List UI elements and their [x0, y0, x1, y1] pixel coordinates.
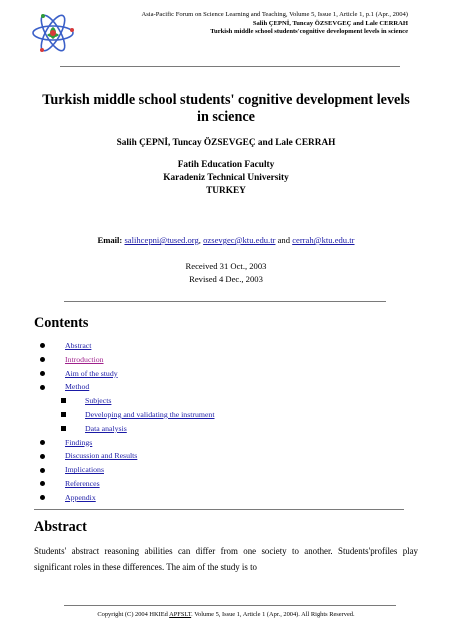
running-header: [28, 11, 408, 37]
affiliation: [30, 159, 422, 197]
toc-item-findings: [40, 436, 215, 450]
revised-date: Revised 4 Dec., 2003: [189, 273, 263, 284]
bullet-icon: [40, 454, 45, 459]
toc-link-method[interactable]: Method: [65, 382, 90, 392]
toc-item-method: [40, 380, 215, 394]
email-link-salihcepni[interactable]: salihcepni@tused.org: [124, 235, 199, 245]
square-bullet-icon: [61, 412, 66, 417]
received-dates: [30, 260, 422, 285]
toc-link-instrument[interactable]: Developing and validating the instrument: [85, 409, 215, 419]
toc-item-references: [40, 477, 215, 491]
toc-link-subjects[interactable]: Subjects: [85, 396, 112, 406]
copyright-footer: [20, 611, 432, 618]
toc-item-aim: [40, 367, 215, 381]
email-label: Email:: [97, 235, 123, 245]
contents-list: [40, 339, 215, 505]
received-date: Received 31 Oct., 2003: [185, 261, 267, 271]
bullet-icon: [40, 468, 45, 473]
bullet-icon: [40, 357, 45, 362]
square-bullet-icon: [61, 398, 66, 403]
header-title-line: Turkish middle school students'cognitive development levels in science: [210, 28, 408, 36]
footer-link-apfslt[interactable]: APFSLT: [169, 611, 192, 618]
bullet-icon: [40, 481, 45, 486]
square-bullet-icon: [61, 426, 66, 431]
contents-rule: [34, 509, 404, 510]
toc-link-findings[interactable]: Findings: [65, 437, 93, 447]
toc-item-implications: [40, 463, 215, 477]
toc-item-data-analysis: [40, 422, 215, 436]
bullet-icon: [40, 371, 45, 376]
abstract-text: Students' abstract reasoning abilities can differ from one society to another. Students'profiles play significant roles in these differences. The aim of the study is to: [34, 546, 418, 573]
contents-heading: Contents: [34, 315, 89, 331]
toc-item-introduction: [40, 353, 215, 367]
bullet-icon: [40, 495, 45, 500]
email-link-cerrah[interactable]: cerrah@ktu.edu.tr: [292, 235, 355, 245]
toc-link-data-analysis[interactable]: Data analysis: [85, 423, 127, 433]
email-separator: ,: [198, 235, 201, 245]
email-conjunction: and: [277, 235, 291, 245]
affiliation-university: Karadeniz Technical University: [163, 172, 289, 183]
title-block-rule: [64, 301, 386, 302]
footer-prefix: Copyright (C) 2004 HKIEd: [97, 611, 168, 618]
email-link-ozsevgec[interactable]: ozsevgec@ktu.edu.tr: [203, 235, 276, 245]
toc-link-introduction[interactable]: Introduction: [65, 354, 104, 364]
email-line: [20, 235, 432, 245]
paper-authors: Salih ÇEPNİ, Tuncay ÖZSEVGEÇ and Lale CERRAH: [116, 138, 336, 148]
bullet-icon: [40, 343, 45, 348]
toc-link-abstract[interactable]: Abstract: [65, 341, 92, 350]
header-journal-line: Asia-Pacific Forum on Science Learning and Teaching, Volume 5, Issue 1, Article 1, p.1 (Apr., 2004): [141, 11, 408, 18]
toc-item-abstract: [40, 339, 215, 353]
abstract-heading: Abstract: [34, 519, 87, 535]
affiliation-faculty: Fatih Education Faculty: [177, 160, 275, 170]
toc-link-appendix[interactable]: Appendix: [65, 492, 96, 502]
toc-link-references[interactable]: References: [65, 478, 100, 488]
toc-link-aim[interactable]: Aim of the study: [65, 368, 118, 378]
paper-title: Turkish middle school students' cognitive development levels in science: [42, 92, 410, 125]
toc-item-subjects: [40, 394, 215, 408]
affiliation-country: TURKEY: [206, 185, 246, 196]
toc-item-appendix: [40, 491, 215, 505]
header-authors-line: Salih ÇEPNİ, Tuncay ÖZSEVGEÇ and Lale CERRAH: [252, 19, 408, 27]
header-rule: [60, 66, 400, 67]
bullet-icon: [40, 385, 45, 390]
bullet-icon: [40, 440, 45, 445]
toc-item-discussion: [40, 449, 215, 463]
toc-link-discussion[interactable]: Discussion and Results: [65, 451, 138, 461]
footer-rule: [64, 605, 396, 606]
footer-suffix: . Volume 5, Issue 1, Article 1 (Apr., 2004). All Rights Reserved.: [191, 611, 355, 618]
toc-item-instrument: [40, 408, 215, 422]
toc-link-implications[interactable]: Implications: [65, 465, 104, 475]
